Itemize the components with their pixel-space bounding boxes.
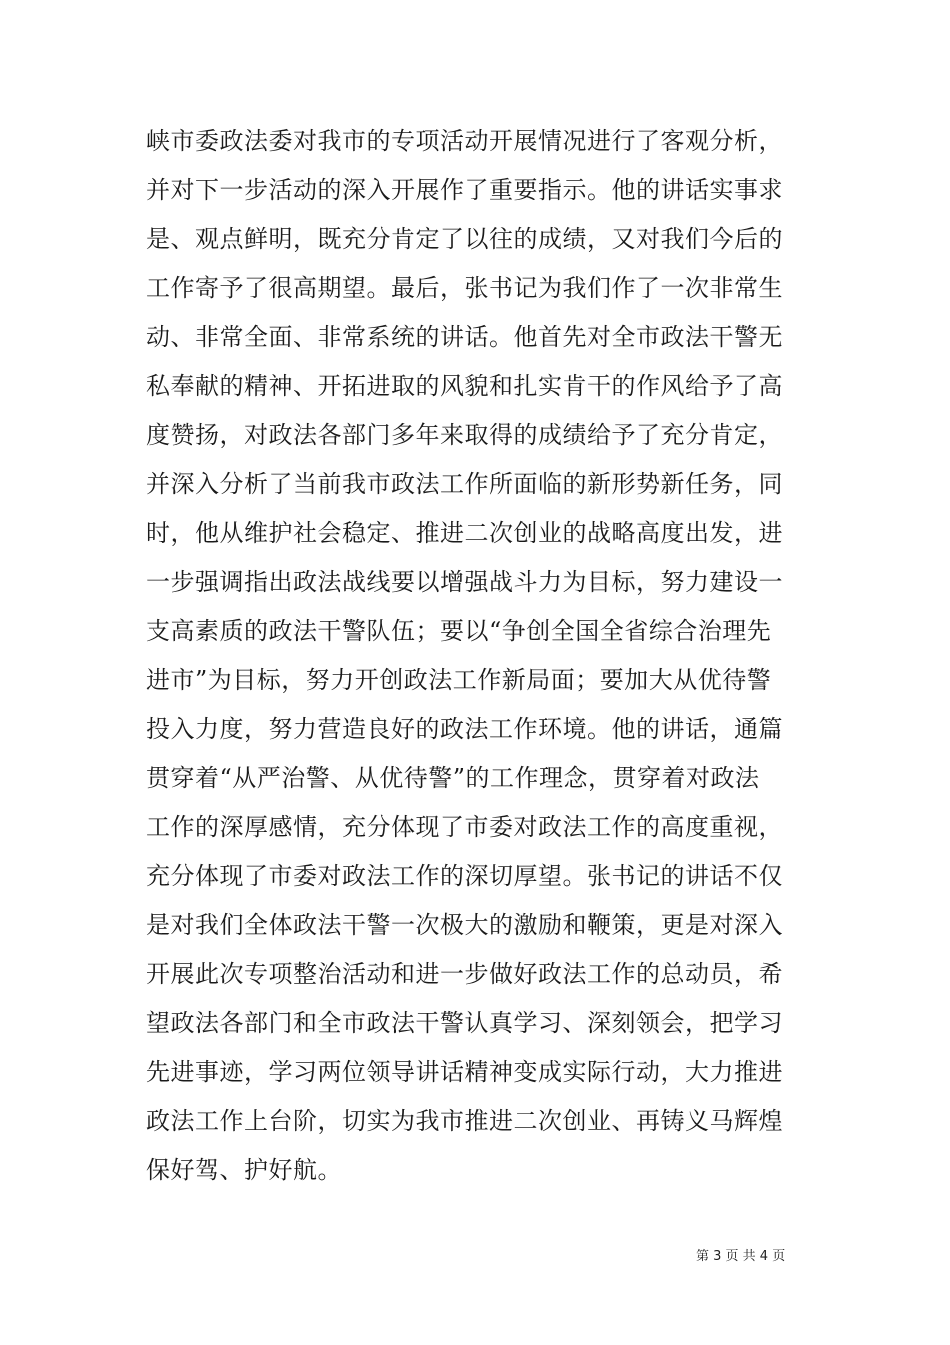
- text-line: 私奉献的精神、开拓进取的风貌和扎实肯干的作风给予了高: [146, 372, 783, 400]
- text-line: 一步强调指出政法战线要以增强战斗力为目标，努力建设一: [146, 568, 783, 596]
- text-line: 峡市委政法委对我市的专项活动开展情况进行了客观分析，: [146, 127, 783, 155]
- text-line: 是、观点鲜明，既充分肯定了以往的成绩，又对我们今后的: [146, 225, 783, 253]
- text-line: 工作的深厚感情，充分体现了市委对政法工作的高度重视，: [146, 813, 783, 841]
- text-line: 先进事迹，学习两位领导讲话精神变成实际行动，大力推进: [146, 1058, 783, 1086]
- text-line: 支高素质的政法干警队伍；要以“争创全国全省综合治理先: [146, 617, 772, 645]
- text-line: 工作寄予了很高期望。最后，张书记为我们作了一次非常生: [146, 274, 783, 302]
- text-line: 是对我们全体政法干警一次极大的激励和鞭策，更是对深入: [146, 911, 783, 939]
- text-line: 政法工作上台阶，切实为我市推进二次创业、再铸义马辉煌: [146, 1107, 783, 1135]
- text-line: 时，他从维护社会稳定、推进二次创业的战略高度出发，进: [146, 519, 783, 547]
- text-line: 开展此次专项整治活动和进一步做好政法工作的总动员，希: [146, 960, 783, 988]
- text-line: 投入力度，努力营造良好的政法工作环境。他的讲话，通篇: [146, 715, 783, 743]
- text-line: 贯穿着“从严治警、从优待警”的工作理念，贯穿着对政法: [146, 764, 760, 792]
- text-line: 保好驾、护好航。: [146, 1156, 342, 1184]
- page-number-footer: 第 3 页 共 4 页: [696, 1249, 786, 1264]
- text-line: 充分体现了市委对政法工作的深切厚望。张书记的讲话不仅: [146, 862, 783, 890]
- body-paragraph: [146, 117, 783, 1195]
- text-line: 度赞扬，对政法各部门多年来取得的成绩给予了充分肯定，: [146, 421, 783, 449]
- text-line: 望政法各部门和全市政法干警认真学习、深刻领会，把学习: [146, 1009, 783, 1037]
- text-line: 进市”为目标，努力开创政法工作新局面；要加大从优待警: [146, 666, 772, 694]
- text-line: 并对下一步活动的深入开展作了重要指示。他的讲话实事求: [146, 176, 783, 204]
- text-line: 并深入分析了当前我市政法工作所面临的新形势新任务，同: [146, 470, 783, 498]
- text-line: 动、非常全面、非常系统的讲话。他首先对全市政法干警无: [146, 323, 783, 351]
